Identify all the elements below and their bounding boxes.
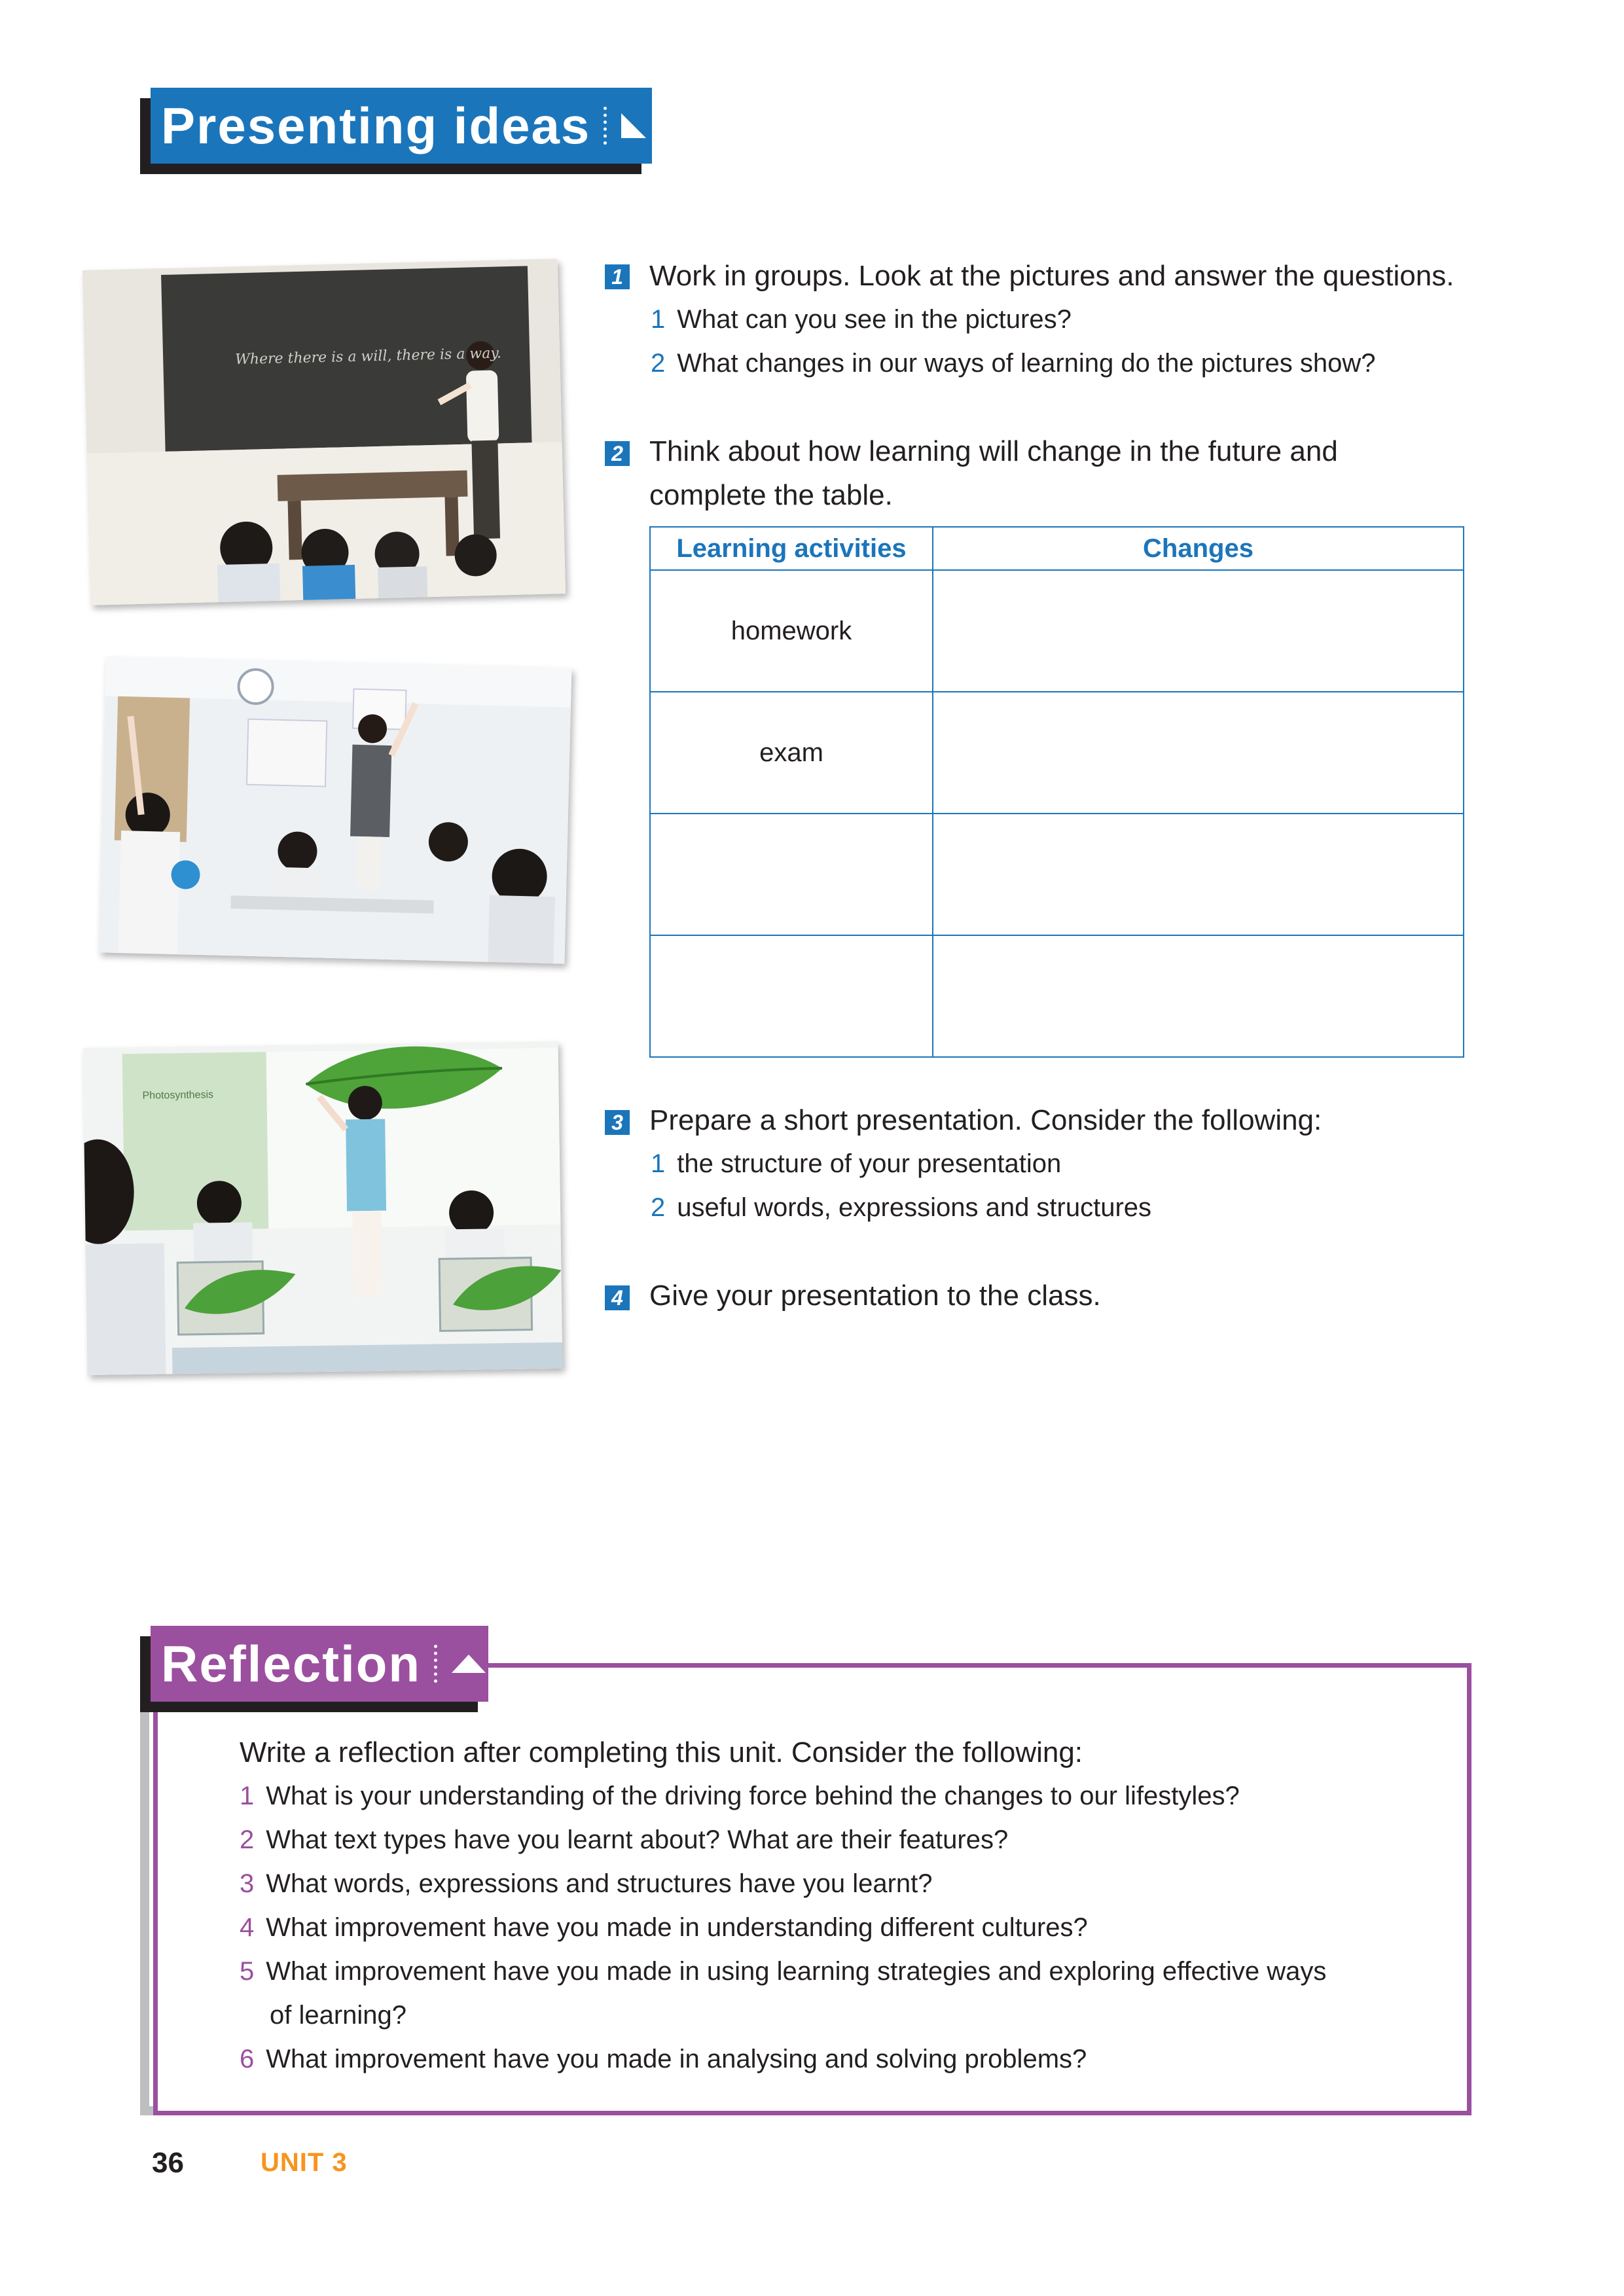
table-row xyxy=(650,814,1464,935)
screen-title: Photosynthesis xyxy=(142,1089,214,1102)
task-3-point-1: 1 the structure of your presentation xyxy=(651,1149,1062,1178)
task-2-instruction-line-2: complete the table. xyxy=(649,479,893,511)
task-3-point-2: 2 useful words, expressions and structures xyxy=(651,1193,1152,1222)
reflection-question-4: 4 What improvement have you made in understanding different cultures? xyxy=(240,1913,1088,1942)
task-1-question-2: 2 What changes in our ways of learning do the pictures show? xyxy=(651,349,1376,378)
presenting-ideas-banner xyxy=(151,88,652,164)
table-header-learning-activities: Learning activities xyxy=(650,527,933,570)
table-cell-activity: exam xyxy=(650,692,933,814)
table-cell-change[interactable] xyxy=(933,570,1464,692)
task-1-question-1: 1 What can you see in the pictures? xyxy=(651,305,1072,334)
table-header-changes: Changes xyxy=(933,527,1464,570)
reflection-question-1: 1 What is your understanding of the driving force behind the changes to our lifestyles? xyxy=(240,1782,1240,1810)
table-cell-change[interactable] xyxy=(933,692,1464,814)
up-triangle-icon xyxy=(449,1651,488,1677)
blackboard-text: Where there is a will, there is a way. xyxy=(234,345,502,368)
unit-label: UNIT 3 xyxy=(261,2148,348,2177)
table-row xyxy=(650,692,1464,814)
reflection-title: Reflection xyxy=(161,1634,422,1693)
task-2-instruction-line-1: Think about how learning will change in the future and xyxy=(649,435,1338,467)
task-4-number: 4 xyxy=(605,1285,630,1310)
reflection-intro: Write a reflection after completing this unit. Consider the following: xyxy=(240,1736,1083,1768)
task-2-number: 2 xyxy=(605,441,630,466)
presenting-ideas-title: Presenting ideas xyxy=(161,96,591,154)
reflection-question-5: 5 What improvement have you made in using learning strategies and exploring effective ways xyxy=(240,1957,1327,1986)
table-cell-change[interactable] xyxy=(933,814,1464,935)
table-cell-activity: homework xyxy=(650,570,933,692)
reflection-banner xyxy=(151,1626,488,1702)
changes-table xyxy=(649,526,1464,1058)
reflection-question-3: 3 What words, expressions and structures have you learnt? xyxy=(240,1869,933,1898)
table-row xyxy=(650,935,1464,1057)
reflection-question-5-continued: of learning? xyxy=(270,2001,407,2030)
page-number: 36 xyxy=(152,2147,184,2179)
reflection-question-2: 2 What text types have you learnt about? What are their features? xyxy=(240,1825,1009,1854)
table-cell-activity[interactable] xyxy=(650,935,933,1057)
banner-separator xyxy=(434,1645,437,1683)
reflection-box-shadow-left xyxy=(140,1682,149,2115)
reflection-question-6: 6 What improvement have you made in analysing and solving problems? xyxy=(240,2045,1087,2073)
table-row xyxy=(650,570,1464,692)
table-cell-change[interactable] xyxy=(933,935,1464,1057)
classroom-leaf-screen-photo xyxy=(83,1041,563,1375)
table-cell-activity[interactable] xyxy=(650,814,933,935)
classroom-hands-up-photo xyxy=(99,656,572,963)
task-1-number: 1 xyxy=(605,264,630,289)
task-3-number: 3 xyxy=(605,1110,630,1135)
task-1-instruction: Work in groups. Look at the pictures and answer the questions. xyxy=(649,260,1454,292)
table-header-row xyxy=(650,527,1464,570)
classroom-blackboard-photo xyxy=(82,259,566,605)
corner-triangle-icon xyxy=(619,111,649,141)
banner-separator xyxy=(604,107,607,145)
task-4-instruction: Give your presentation to the class. xyxy=(649,1280,1101,1312)
task-3-instruction: Prepare a short presentation. Consider the following: xyxy=(649,1104,1322,1136)
